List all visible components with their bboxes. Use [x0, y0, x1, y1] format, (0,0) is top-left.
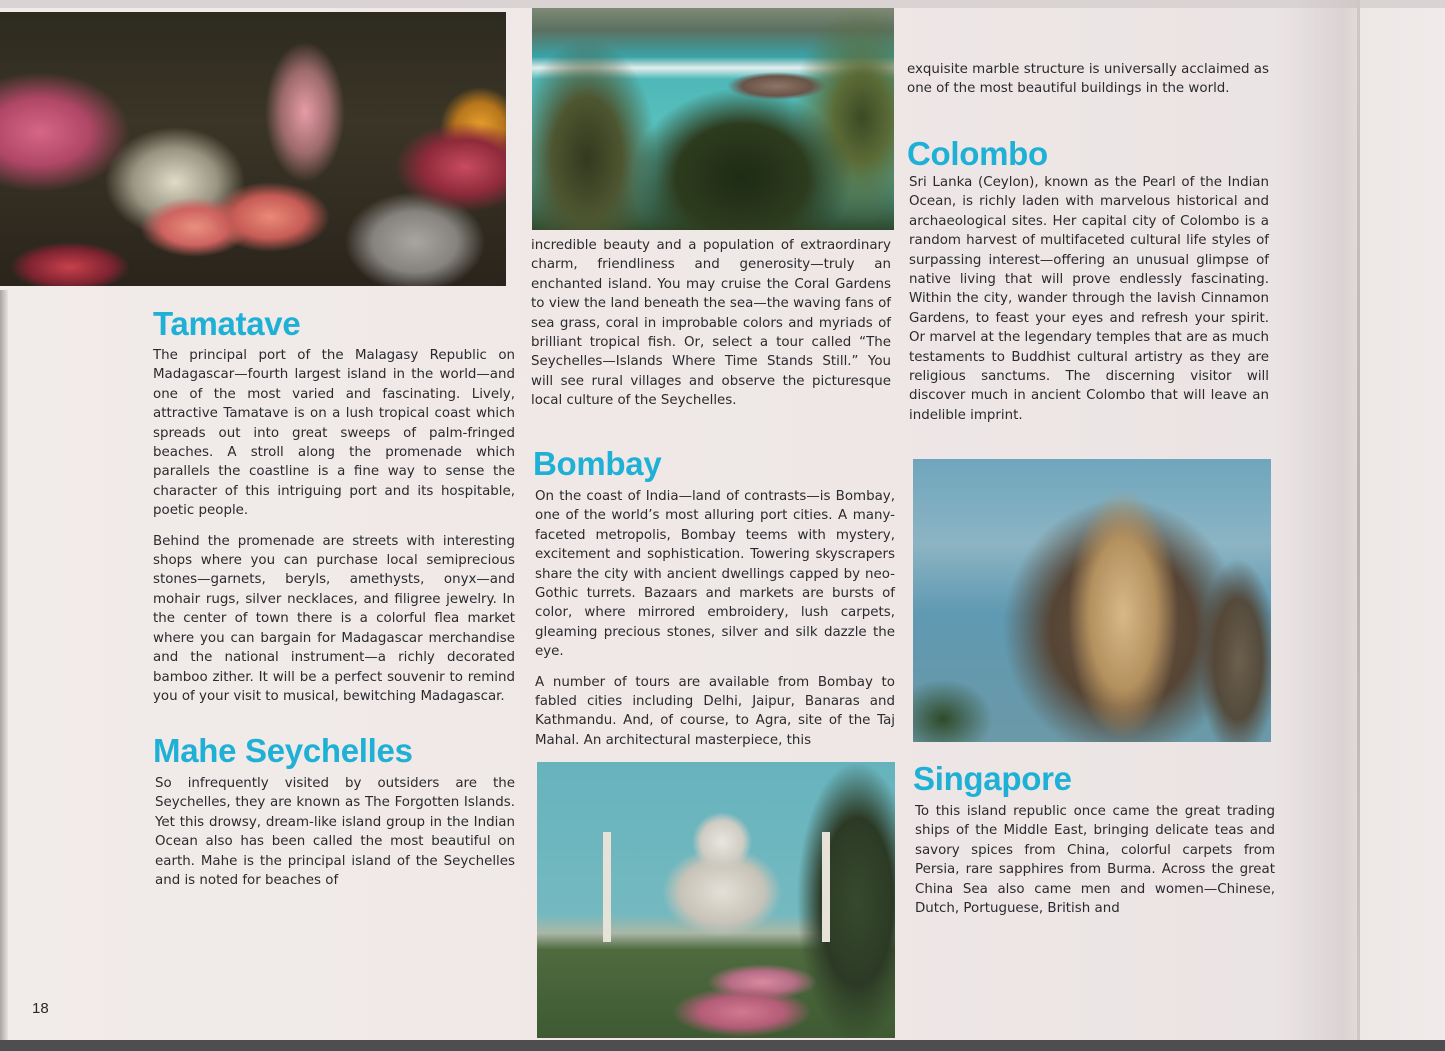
scan-bottom-edge [0, 1040, 1445, 1051]
section-title-singapore: Singapore [913, 760, 1072, 797]
bombay-continued-paragraph: exquisite marble structure is universally acclaimed as one of the most beautiful buildings in the world. [907, 62, 1269, 97]
singapore-paragraph-1: To this island republic once came the great trading ships of the Middle East, bringing delicate teas and savory spices from China, colorful carpets from Persia, rare sapphires from Burma. Across the great China Sea also came men and women—Chinese, Dutch, Portuguese, British and [915, 804, 1275, 917]
page-fold-crease [1357, 0, 1360, 1040]
page-number: 18 [32, 1000, 49, 1017]
singapore-body [915, 802, 1275, 929]
tamatave-body [153, 346, 515, 717]
scan-left-edge [0, 290, 8, 1040]
colombo-paragraph-1: Sri Lanka (Ceylon), known as the Pearl of the Indian Ocean, is richly laden with marvelous historical and archaeological sites. Her capital city of Colombo is a random harvest of multifaceted cultural life styles of surpassing interest—offering an unusual glimpse of native living that will prove endlessly fascinating. Within the city, wander through the lavish Cinnamon Gardens, to feast your eyes and refresh your spirit. Or marvel at the legendary temples that are as much testaments to Buddhist cultural artistry as they are religious sanctums. The discerning visitor will discover much in ancient Colombo that will leave an indelible imprint. [909, 175, 1269, 423]
seychelles-palms-photo [532, 8, 894, 230]
scan-top-edge [0, 0, 1445, 8]
bombay-paragraph-1: On the coast of India—land of contrasts—is Bombay, one of the world’s most alluring port cities. A many-faceted metropolis, Bombay teems with mystery, excitement and sophistication. Towering skyscrapers share the city with ancient dwellings capped by neo-Gothic turrets. Bazaars and markets are bursts of color, where mirrored embroidery, lush carpets, gleaming precious stones, silver and silk dazzle the eye. [535, 489, 895, 660]
mahe-body [155, 774, 515, 901]
mahe-paragraph-1: So infrequently visited by outsiders are the Seychelles, they are known as The Forgotten Islands. Yet this drowsy, dream-like island group in the Indian Ocean also has been called the most beautiful on earth. Mahe is the principal island of the Seychelles and is noted for beaches of [155, 776, 515, 889]
section-title-colombo: Colombo [907, 135, 1048, 172]
section-title-bombay: Bombay [533, 445, 662, 482]
tamatave-paragraph-2: Behind the promenade are streets with interesting shops where you can purchase local semiprecious stones—garnets, beryls, amethysts, onyx—and mohair rugs, silver necklaces, and filigree jewelry. In the center of town there is a colorful flea market where you can bargain for Madagascar merchandise and the national instrument—a richly decorated bamboo zither. It will be a perfect souvenir to remind you of your visit to musical, bewitching Madagascar. [153, 533, 515, 704]
tamatave-paragraph-1: The principal port of the Malagasy Republic on Madagascar—fourth largest island in the world—and one of the most varied and fascinating. Lively, attractive Tamatave is on a lush tropical coast which spreads out into great sweeps of palm-fringed beaches. A stroll along the promenade which parallels the coastline is a fine way to sense the character of this intriguing port and its hospitable, poetic people. [153, 348, 515, 519]
bombay-body-continued [907, 60, 1269, 110]
bombay-paragraph-2: A number of tours are available from Bombay to fabled cities including Delhi, Jaipur, Banaras and Kathmandu. And, of course, to Agra, site of the Taj Mahal. An architectural masterpiece, this [535, 674, 895, 748]
bombay-body [535, 487, 895, 761]
mahe-body-continued [531, 236, 891, 422]
colombo-body [909, 173, 1269, 436]
taj-mahal-photo [537, 762, 895, 1038]
buddha-statue-photo [913, 459, 1271, 742]
section-title-mahe-seychelles: Mahe Seychelles [153, 732, 413, 769]
mahe-continued-paragraph: incredible beauty and a population of extraordinary charm, friendliness and generosity—truly an enchanted island. You may cruise the Coral Gardens to view the land beneath the sea—the waving fans of sea grass, coral in improbable colors and myriads of brilliant tropical fish. Or, select a tour called “The Seychelles—Islands Where Time Stands Still.” You will see rural villages and observe the picturesque local culture of the Seychelles. [531, 238, 891, 409]
page-fold-shadow [1290, 0, 1357, 1040]
flower-market-photo [0, 12, 506, 286]
section-title-tamatave: Tamatave [153, 305, 301, 342]
